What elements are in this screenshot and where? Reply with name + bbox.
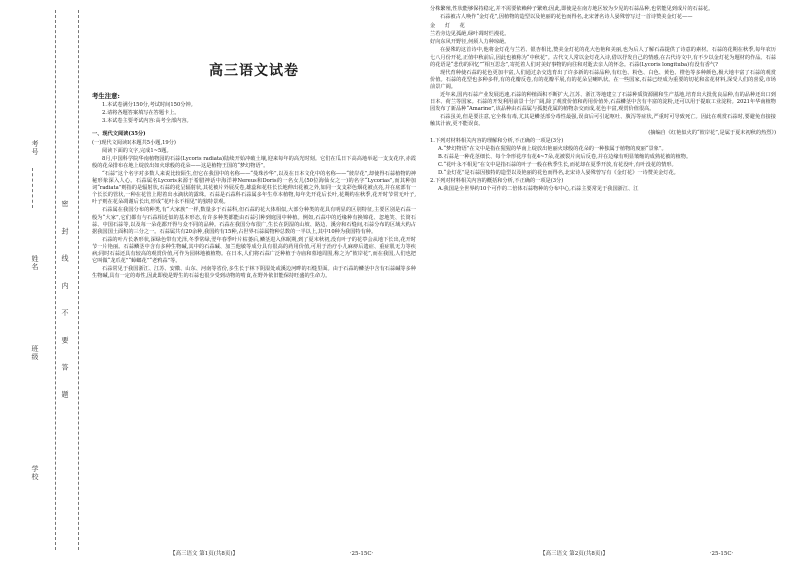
- notice-heading: 考生注意:: [92, 92, 120, 101]
- banji-label: 班级: [31, 345, 39, 361]
- footer-page-label: 【高三语文 第2页(共8页)】: [540, 551, 609, 557]
- passage-paragraph: 8月,中国科学院华南植物园的石蒜(Lycoris radiata)陆续开始冲破土壤,迎来每年的高光时刻。它们在瓜日下高高地举起一支支花序,赤霞般的花朵排布在地上绽放出如火球般的花朵——这是植物王国的“梦幻物语”。: [92, 155, 416, 169]
- footer-code: ·25-15C·: [709, 551, 734, 557]
- source-citation: (摘编自《红艳似火的“彼岸花”,是属于夏末初秋的热烈》): [648, 129, 776, 136]
- notice-item: 3.本试卷主要考试内容:高考全部内容。: [102, 118, 192, 125]
- page-title: 高三语文试卷: [209, 63, 299, 79]
- poem-title: 金 灯 花: [430, 23, 469, 30]
- passage-paragraph: 近年来,国内石蒜产业发展迅速,石蒜的种植面积不断扩大,江苏、浙江等地建立了石蒜种质资源圃和生产基地,培育出大批优良品种,有的品种还出口到日本、荷兰等国家。石蒜的开发利用前景十分广阔,除了观赏价值和药用价值外,石蒜鳞茎中含有丰富的淀粉,还可以用于提取工业淀粉。2021年华南植物园发布了新品种“Amarine”,该品种由石蒜属与孤挺花属的植物杂交而成,花色丰富,观赏价值很高。: [430, 92, 776, 113]
- kaohao-line: [32, 168, 33, 208]
- passage-paragraph: 现代育种使石蒜的花色更加丰富,人们通过杂交选育出了许多新的石蒜品种,有红色、粉色、白色、黄色、橙色等多种颜色,极大地丰富了石蒜的观赏价值。石蒜的花型也多种多样,有的花瓣反卷,有的花瓣平展,有的花朵呈喇叭状。在一些国家,石蒜已经成为重要的切花和盆花材料,深受人们的喜爱,市场前景广阔。: [430, 69, 776, 90]
- passage-paragraph: 石蒜常见于我国浙江、江苏、安徽、山东、河南等省份,多生长于林下阴湿处或溪边河畔的石缝里面。由于石蒜的鳞茎中含有石蒜碱等多种生物碱,具有一定的毒性,因此即使是野生的石蒜也很少受到动物的啃食,在野外依旧能保持旺盛的生命力。: [92, 266, 416, 280]
- passage-paragraph: 石蒜的叶片长条形状,深绿色带有光泽,冬季常绿,翌年春季叶片枯萎后,鳞茎进入休眠期,到了夏末秋初,没有叶子的花葶会从地下长出,花开时节一片艳丽。石蒜鳞茎中含有多种生物碱,其中的石蒜碱、加兰他敏等成分具有很高的药用价值,可用于治疗小儿麻痹后遗症、重症肌无力等疾病;同时石蒜还具有较高的观赏价值,可作为园林地被植物。在日本,人们将石蒜广泛种植于寺庙和墓地周围,称之为“彼岸花”,而在我国,人们也把它叫做“龙爪花”“蟑螂花”“老鸦蒜”等。: [92, 236, 416, 265]
- question-option: A.我国是全世界约10个可作的二倍体石蒜物种的分布中心,石蒜主要常见于我国浙江、江: [438, 186, 639, 193]
- left-column: [92, 6, 416, 281]
- seal-line-left: [55, 10, 56, 550]
- poem-line: 好向东风开野径,何须人力种琼葩。: [430, 39, 510, 46]
- question-option: A.“梦幻物语”在文中是指在猩猩的华南上绽放出艳丽火球般的花朵的一种独属于植物的度丽“景象”。: [438, 145, 667, 152]
- passage-paragraph: 石蒜被古人唤作“金灯花”,因植物的造型以及艳丽的花色而得名,北宋著名诗人晏殊曾写过一首诗赞美金灯花——: [440, 14, 693, 21]
- footer-right: [540, 549, 733, 557]
- question-option: B.石蒜是一种花茎细长、每个伞形花序有花4~7朵,花被裂片向后反卷,并在边缘有明显皱缩的成熟花被的植物。: [438, 153, 692, 160]
- seal-line-text: 密 封 线 内 不 要 答 题: [61, 200, 69, 407]
- right-column: [430, 6, 776, 194]
- passage-paragraph: 分株繁殖,性状能够保持稳定,并不需要依赖种子繁殖;因此,即使是在南方地区较为少见的石蒜品种,也常能见到成片的石蒜花。: [430, 6, 714, 12]
- passage-paragraph: 石蒜属在我国分布的种类,有“大家族”一样,数量多于石蒜科,但石蒜的花大体相似,大部分种类的花具有明显的区别特征,主要区别是石蒜一般为“大家”,它们都有与石蒜相近似的基本形态,有许多种类都能由石蒜引种到庭园中种植。例如,石蒜中的近缘种有换锦花、忽地笑、长筒石蒜、中国石蒜等,以及每一朵花都开得与众不同的品种。石蒜在我国分布很广,生长在阴湿的山坡、路边、溪旁和石缝间,石蒜分布的区域大约占据我国国土面积的三分之一。石蒜属共有20余种,我国约有15种,占世界石蒜属物种总数的一半以上,其中10种为我国特有种。: [92, 207, 416, 235]
- footer-left: [170, 549, 373, 557]
- seal-line-right: [78, 10, 79, 550]
- section-heading: 一、现代文阅读(35分): [92, 131, 146, 138]
- poem-line: 兰若旁边见孤葩,绿叶凋时烂漫花。: [430, 31, 510, 38]
- passage-paragraph: 石蒜虽美,但是要注意,它全株有毒,尤其是鳞茎部分毒性最强,误食后可引起呕吐、腹泻等症状,严重时可导致死亡。因此在观赏石蒜时,要避免直接接触其汁液,更不能误食。: [430, 114, 776, 128]
- passage-paragraph: “石蒜”这个名字对多数人来说比较陌生,但它在我国中的名称——“曼珠沙华”,以及在日本文化中的名称——“彼岸花”,却使得石蒜植物的神秘形象深入人心。石蒜属名Lycoris来源于希腊神话中海洋神Nereus和Doris的一名女儿(50位海仙女之一)的名字“Lycorias”,而其种加词“radiata”则指的是辐射状,石蒜的花呈辐射状,其花被片外展反卷,雄蕊和花柱长长地伸出花被之外,如同一支支彩色烟花被点亮,并在底部有一个长长的管状,一种在花管上附着出水滴状的露珠。石蒜是石蒜科石蒜属多年生草本植物,每年先开花后长叶,花期约在秋季,花开时节常无叶子,叶子则在花朵凋谢后长出,形成“花叶永不相见”的独特景观。: [92, 170, 416, 206]
- xingming-label: 姓名: [31, 255, 39, 271]
- notice-item: 2.请将各题答案填写在答题卡上。: [102, 110, 180, 117]
- kaohao-label: 考号: [31, 140, 39, 156]
- xuexiao-label: 学校: [31, 465, 39, 481]
- subsection-heading: (一)现代文阅读Ⅰ(本题共5小题,19分): [92, 139, 176, 146]
- notice-item: 1.本试卷满分150分,考试时间150分钟。: [102, 102, 196, 109]
- footer-code: ·25-15C·: [349, 551, 374, 557]
- question-stem: 1.下列对材料相关内容的理解和分析,不正确的一项是(3分): [430, 137, 564, 144]
- passage-paragraph: 在晏殊的这首诗中,他将金灯花与兰若、银杏相比,赞美金灯花的花大色艳和美丽,也为后人了解石蒜提供了诗意的素材。石蒜的花期在秋季,每年农历七八月份开花,正值中秋前后,因此也被称为“中秋花”。古代文人常以金灯花入诗,借以抒发自己的情感,在古代诗文中,有不少以金灯花为题材的作品。石蒜的花语是“悲伤的回忆”“相互思念”,寄托着人们对美好事物的向往和对逝去亲人的怀念。石蒜(Lycoris longituba)有没有香气?: [430, 47, 776, 68]
- footer-page-label: 【高三语文 第1页(共8页)】: [170, 551, 239, 557]
- binding-margin: [0, 0, 88, 561]
- instruction: 阅读下面的文字,完成1~5题。: [102, 147, 172, 154]
- question-stem: 2.下列对材料相关内容的概括和分析,不正确的一项是(3分): [430, 178, 564, 185]
- question-option: C.“花叶永不相见”在文中是指石蒜的叶子一般在秋季生长,而花却在夏季开放,有花没叶,有叶没花的情形。: [438, 161, 677, 168]
- question-option: D.“金灯花”是石蒜因独特的造型以及艳丽的花色而得名,北宋诗人晏殊曾写有《金灯花》一诗赞美金灯花。: [438, 169, 679, 176]
